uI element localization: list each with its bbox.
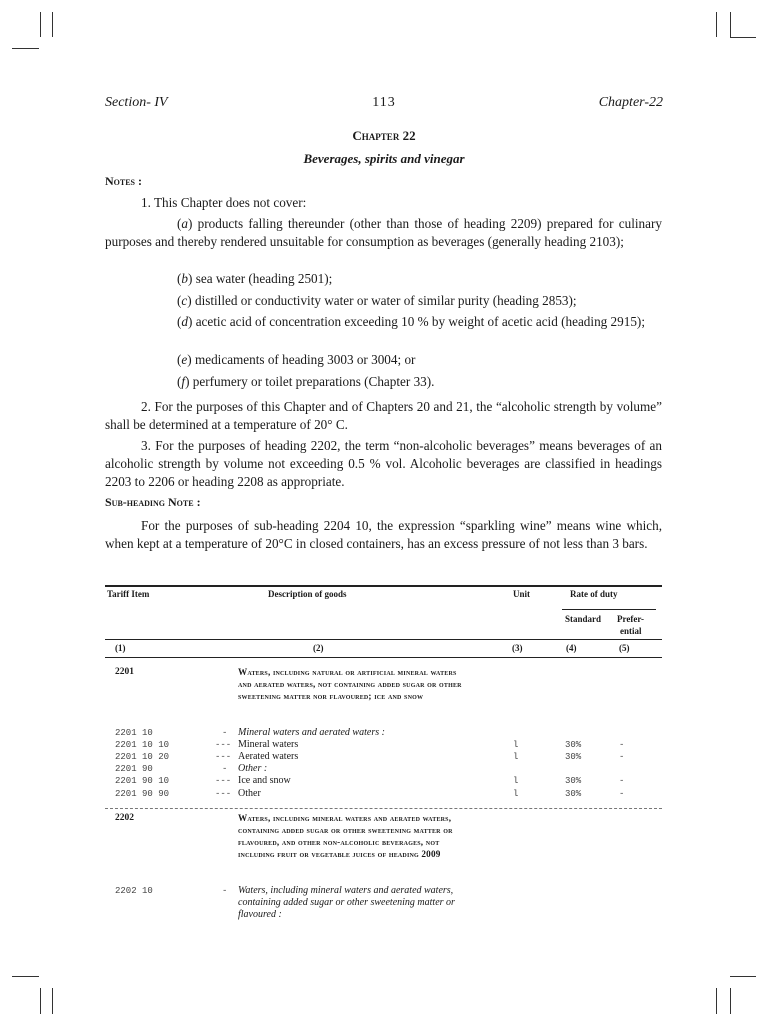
standard-rate: 30% [565, 776, 582, 787]
preferential-rate: - [619, 752, 625, 763]
note-2: 2. For the purposes of this Chapter and of Chapters 20 and 21, the “alcoholic strength by volume” shall be determined at a temperature of 20° C. [105, 399, 662, 432]
preferential-rate: - [619, 788, 625, 799]
crop-mark [12, 976, 39, 977]
col-header-rate: Rate of duty [570, 589, 618, 599]
unit: l [513, 788, 519, 799]
note-1e-label: e [181, 352, 188, 367]
note-1c-label: c [181, 293, 188, 308]
indent-dash: - [222, 764, 228, 775]
row-2202-10-dash: - [222, 886, 228, 896]
crop-mark [730, 988, 731, 1014]
preferential-rate: - [619, 776, 625, 787]
colnum-rule [105, 657, 662, 658]
colnum-1: (1) [115, 643, 126, 653]
crop-mark [730, 976, 756, 977]
note-1e-text: medicaments of heading 3003 or 3004; or [194, 352, 416, 367]
unit: l [513, 752, 519, 763]
notes-heading: Notes : [105, 174, 143, 188]
tariff-code: 2201 10 20 [115, 752, 170, 763]
colnum-5: (5) [619, 643, 630, 653]
note-1a: (a) products falling thereunder (other than those of heading 2209) prepared for culinary purposes and thereby rendered unsuitable for consumption as beverages (generally heading 2103); [105, 216, 662, 249]
standard-rate: 30% [565, 740, 582, 751]
col-header-unit: Unit [513, 589, 531, 599]
preferential-rate: - [619, 740, 625, 751]
note-1b-text: sea water (heading 2501); [195, 271, 333, 286]
tariff-code: 2201 10 [115, 728, 153, 738]
goods-description: Other : [238, 763, 268, 775]
note-1e: (e) medicaments of heading 3003 or 3004; or [177, 352, 416, 367]
goods-description: Aerated waters [238, 751, 299, 763]
tariff-code: 2201 90 90 [115, 788, 170, 799]
crop-mark [40, 12, 41, 37]
heading-2201-code: 2201 [115, 667, 134, 677]
standard-rate: 30% [565, 788, 582, 799]
note-1f-text: perfumery or toilet preparations (Chapter 33). [192, 374, 435, 389]
col-header-tariff: Tariff Item [107, 589, 150, 599]
goods-description: Ice and snow [238, 775, 291, 787]
crop-mark [40, 988, 41, 1014]
tariff-code: 2201 10 10 [115, 740, 170, 751]
note-3: 3. For the purposes of heading 2202, the term “non-alcoholic beverages” means beverages of an alcoholic strength by volume not exceeding 0.5 % vol. Alcoholic beverages are classified in headings 2203 to 2206 or heading 2208 as appropriate. [105, 438, 662, 489]
note-1c: (c) distilled or conductivity water or water of similar purity (heading 2853); [177, 293, 577, 308]
row-2202-10-code: 2202 10 [115, 886, 153, 896]
goods-description: Other [238, 787, 261, 799]
goods-description: Mineral waters [238, 739, 299, 751]
col-header-preferential-1: Prefer- [617, 614, 644, 624]
note-1b-label: b [181, 271, 188, 286]
crop-mark [730, 12, 731, 37]
table-top-rule [105, 585, 662, 587]
heading-2201-desc: Waters, including natural or artificial mineral waters and aerated waters, not containing added sugar or other sweetening matter nor flavoured; ice and snow [238, 667, 462, 701]
note-1b: (b) sea water (heading 2501); [177, 271, 333, 286]
heading-2202-desc: Waters, including mineral waters and aerated waters, containing added sugar or other sweetening matter or flavoured, and other non-alcoholic beverages, not including fruit or vegetable juices of heading 2009 [238, 813, 453, 859]
chapter-label: Chapter-22 [598, 95, 663, 110]
colnum-2: (2) [313, 643, 324, 653]
header-rule [105, 639, 662, 640]
standard-rate: 30% [565, 752, 582, 763]
note-1d-text: acetic acid of concentration exceeding 10 % by weight of acetic acid (heading 2915); [195, 314, 645, 329]
heading-2202-code: 2202 [115, 813, 134, 823]
subheading-note-label: Sub-heading Note : [105, 495, 201, 509]
col-header-description: Description of goods [268, 589, 347, 599]
note-1f-label: f [181, 374, 186, 389]
note-1d: (d) acetic acid of concentration exceeding 10 % by weight of acetic acid (heading 2915); [177, 314, 645, 329]
note-1a-label: a [181, 216, 188, 231]
tariff-code: 2201 90 10 [115, 776, 170, 787]
indent-dash: --- [215, 776, 232, 787]
unit: l [513, 740, 519, 751]
section-label: Section- IV [105, 95, 168, 110]
colnum-3: (3) [512, 643, 523, 653]
note-1f: (f) perfumery or toilet preparations (Chapter 33). [177, 374, 435, 389]
note-1c-text: distilled or conductivity water or water of similar purity (heading 2853); [194, 293, 577, 308]
goods-description: Mineral waters and aerated waters : [238, 727, 385, 738]
rate-subrule [562, 609, 656, 610]
crop-mark [12, 48, 39, 49]
indent-dash: --- [215, 740, 232, 751]
subheading-note-text: For the purposes of sub-heading 2204 10, the expression “sparkling wine” means wine which, when kept at a temperature of 20°C in closed containers, has an excess pressure of not less than 3 bars. [105, 518, 662, 551]
chapter-subtitle: Beverages, spirits and vinegar [303, 151, 465, 166]
col-header-standard: Standard [565, 614, 602, 624]
indent-dash: - [222, 728, 228, 738]
tariff-code: 2201 90 [115, 764, 153, 775]
indent-dash: --- [215, 752, 232, 763]
crop-mark [716, 988, 717, 1014]
colnum-4: (4) [566, 643, 577, 653]
row-2202-10-desc: Waters, including mineral waters and aerated waters, containing added sugar or other sweetening matter or flavoured : [238, 885, 455, 920]
note-1a-text: products falling thereunder (other than those of heading 2209) prepared for culinary purposes and thereby rendered unsuitable for consumption as beverages (generally heading 2103); [105, 216, 662, 249]
note-1d-label: d [181, 314, 188, 329]
crop-mark [52, 12, 53, 37]
crop-mark [730, 37, 756, 38]
chapter-title: Chapter 22 [352, 128, 416, 143]
note-1-intro: 1. This Chapter does not cover: [141, 195, 307, 210]
unit: l [513, 776, 519, 787]
crop-mark [52, 988, 53, 1014]
section-divider [105, 808, 662, 809]
page-number: 113 [372, 95, 396, 110]
indent-dash: --- [215, 788, 232, 799]
col-header-preferential-2: ential [620, 626, 642, 636]
crop-mark [716, 12, 717, 37]
